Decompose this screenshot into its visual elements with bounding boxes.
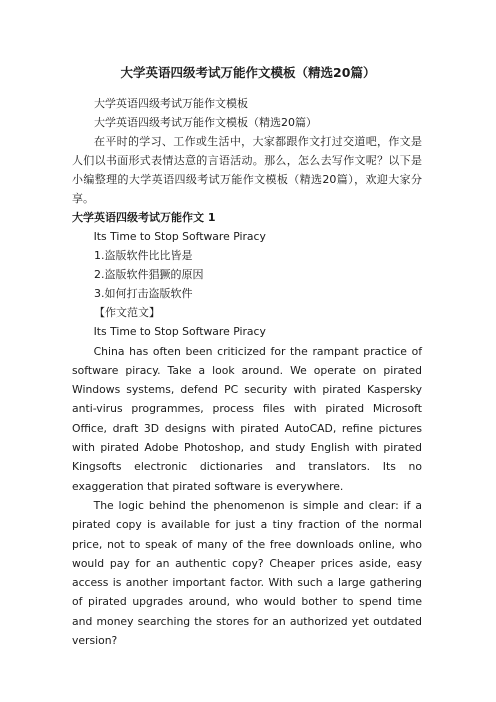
essay-topic: Its Time to Stop Software Piracy [93,230,266,243]
intro-line-2: 大学英语四级考试万能作文模板（精选20篇） [94,116,317,129]
outline-item-3: 3.如何打击盗版软件 [94,287,193,301]
essay-title: Its Time to Stop Software Piracy [93,325,266,339]
intro-line-1: 大学英语四级考试万能作文模板 [94,97,248,110]
section-heading: 大学英语四级考试万能作文 1 [72,211,216,224]
outline-item-2: 2.盗版软件猖獗的原因 [94,268,204,282]
document-title: 大学英语四级考试万能作文模板（精选20篇） [120,65,376,80]
outline-item-1: 1.盗版软件比比皆是 [94,249,193,263]
sample-label: 【作文范文】 [94,306,160,320]
essay-paragraph-2: The logic behind the phenomenon is simple and clear: if a pirated copy is available for just a tiny fraction of the normal price, not to speak of many of the free downloads online, who would pay for an authentic copy? Cheaper prices aside, easy access is another important factor. With such a large gathering of pirated upgrades around, who would bother to spend time and money searching the stores for an authorized yet outdated version? [72,498,422,648]
essay-paragraph-1: China has often been criticized for the rampant practice of software piracy. Take a look around. We operate on pirated Windows systems, defend PC security with pirated Kaspersky anti-virus programmes, process files with pirated Microsoft Office, draft 3D designs with pirated AutoCAD, refine pictures with pirated Adobe Photoshop, and study English with pirated Kingsofts electronic dictionaries and translators. Its no exaggeration that pirated software is everywhere. [72,344,422,493]
intro-paragraph: 在平时的学习、工作或生活中，大家都跟作文打过交道吧，作文是人们以书面形式表情达意的言语活动。那么，怎么去写作文呢？以下是小编整理的大学英语四级考试万能作文模板（精选20篇），欢迎大家分享。 [72,135,422,205]
document-body [72,94,422,650]
